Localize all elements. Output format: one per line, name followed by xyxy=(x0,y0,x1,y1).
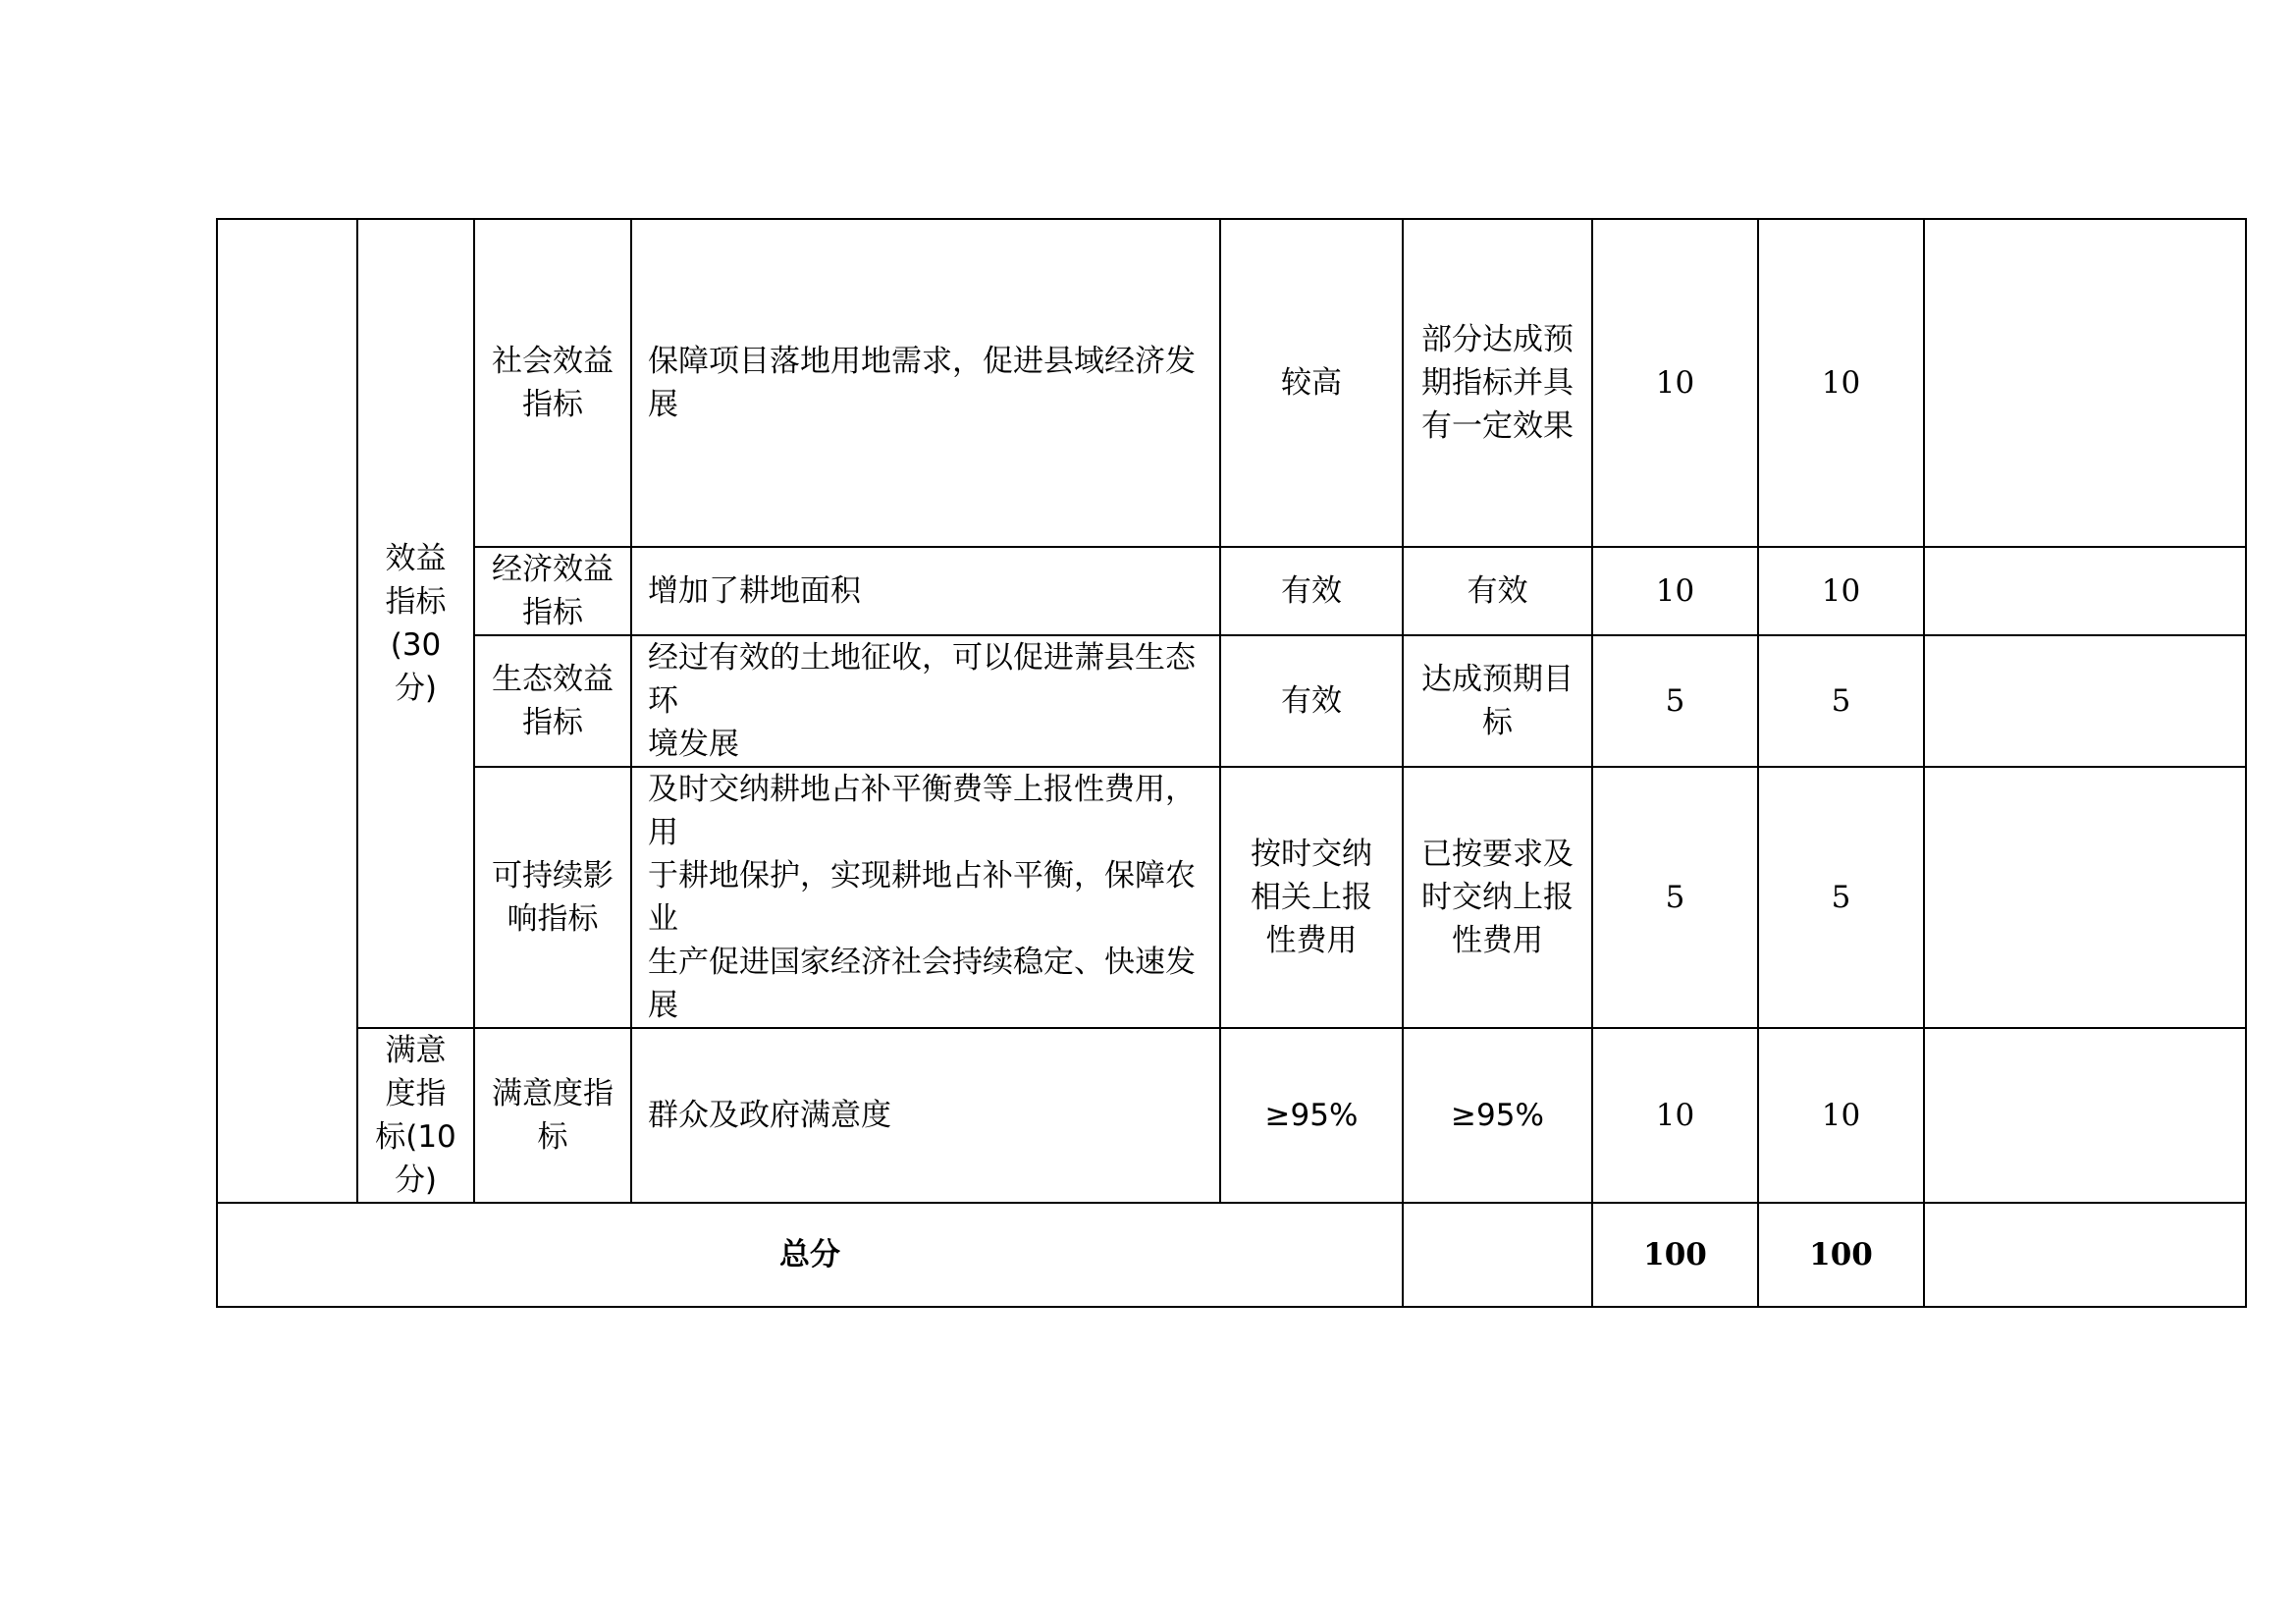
note-cell xyxy=(1924,219,2246,547)
category-cell: 效益 指标 (30 分) xyxy=(357,219,474,1028)
note-cell xyxy=(1924,547,2246,635)
actual-cell: ≥95% xyxy=(1403,1028,1592,1203)
total-note-cell xyxy=(1924,1203,2246,1307)
content-cell: 经过有效的土地征收，可以促进萧县生态环 境发展 xyxy=(631,635,1220,767)
score-cell: 10 xyxy=(1758,547,1924,635)
note-cell xyxy=(1924,635,2246,767)
weight-cell: 10 xyxy=(1592,219,1758,547)
note-cell xyxy=(1924,1028,2246,1203)
target-cell: 有效 xyxy=(1220,635,1403,767)
actual-cell: 达成预期目 标 xyxy=(1403,635,1592,767)
table-row xyxy=(217,767,2246,1028)
total-score: 100 xyxy=(1758,1203,1924,1307)
content-cell: 及时交纳耕地占补平衡费等上报性费用，用 于耕地保护，实现耕地占补平衡，保障农业 生产促进国家经济社会持续稳定、快速发展 xyxy=(631,767,1220,1028)
score-cell: 10 xyxy=(1758,219,1924,547)
sub-indicator-cell: 满意度指 标 xyxy=(474,1028,631,1203)
table-row xyxy=(217,635,2246,767)
score-cell: 5 xyxy=(1758,767,1924,1028)
score-cell: 5 xyxy=(1758,635,1924,767)
table-row xyxy=(217,1028,2246,1203)
total-weight: 100 xyxy=(1592,1203,1758,1307)
table-row xyxy=(217,219,2246,547)
category-cell: 满意 度指 标(10 分) xyxy=(357,1028,474,1203)
weight-cell: 5 xyxy=(1592,635,1758,767)
target-cell: 有效 xyxy=(1220,547,1403,635)
target-cell: 按时交纳 相关上报 性费用 xyxy=(1220,767,1403,1028)
sub-indicator-cell: 经济效益 指标 xyxy=(474,547,631,635)
sub-indicator-cell: 可持续影 响指标 xyxy=(474,767,631,1028)
weight-cell: 5 xyxy=(1592,767,1758,1028)
sub-indicator-cell: 社会效益 指标 xyxy=(474,219,631,547)
score-cell: 10 xyxy=(1758,1028,1924,1203)
total-row xyxy=(217,1203,2246,1307)
table-row xyxy=(217,547,2246,635)
left-blank-cell xyxy=(217,219,357,1203)
content-cell: 群众及政府满意度 xyxy=(631,1028,1220,1203)
performance-table xyxy=(216,218,2247,1308)
actual-cell: 部分达成预 期指标并具 有一定效果 xyxy=(1403,219,1592,547)
total-blank-cell xyxy=(1403,1203,1592,1307)
weight-cell: 10 xyxy=(1592,547,1758,635)
content-cell: 增加了耕地面积 xyxy=(631,547,1220,635)
target-cell: 较高 xyxy=(1220,219,1403,547)
weight-cell: 10 xyxy=(1592,1028,1758,1203)
total-label: 总分 xyxy=(217,1203,1403,1307)
actual-cell: 有效 xyxy=(1403,547,1592,635)
sub-indicator-cell: 生态效益 指标 xyxy=(474,635,631,767)
target-cell: ≥95% xyxy=(1220,1028,1403,1203)
content-cell: 保障项目落地用地需求，促进县域经济发展 xyxy=(631,219,1220,547)
note-cell xyxy=(1924,767,2246,1028)
actual-cell: 已按要求及 时交纳上报 性费用 xyxy=(1403,767,1592,1028)
